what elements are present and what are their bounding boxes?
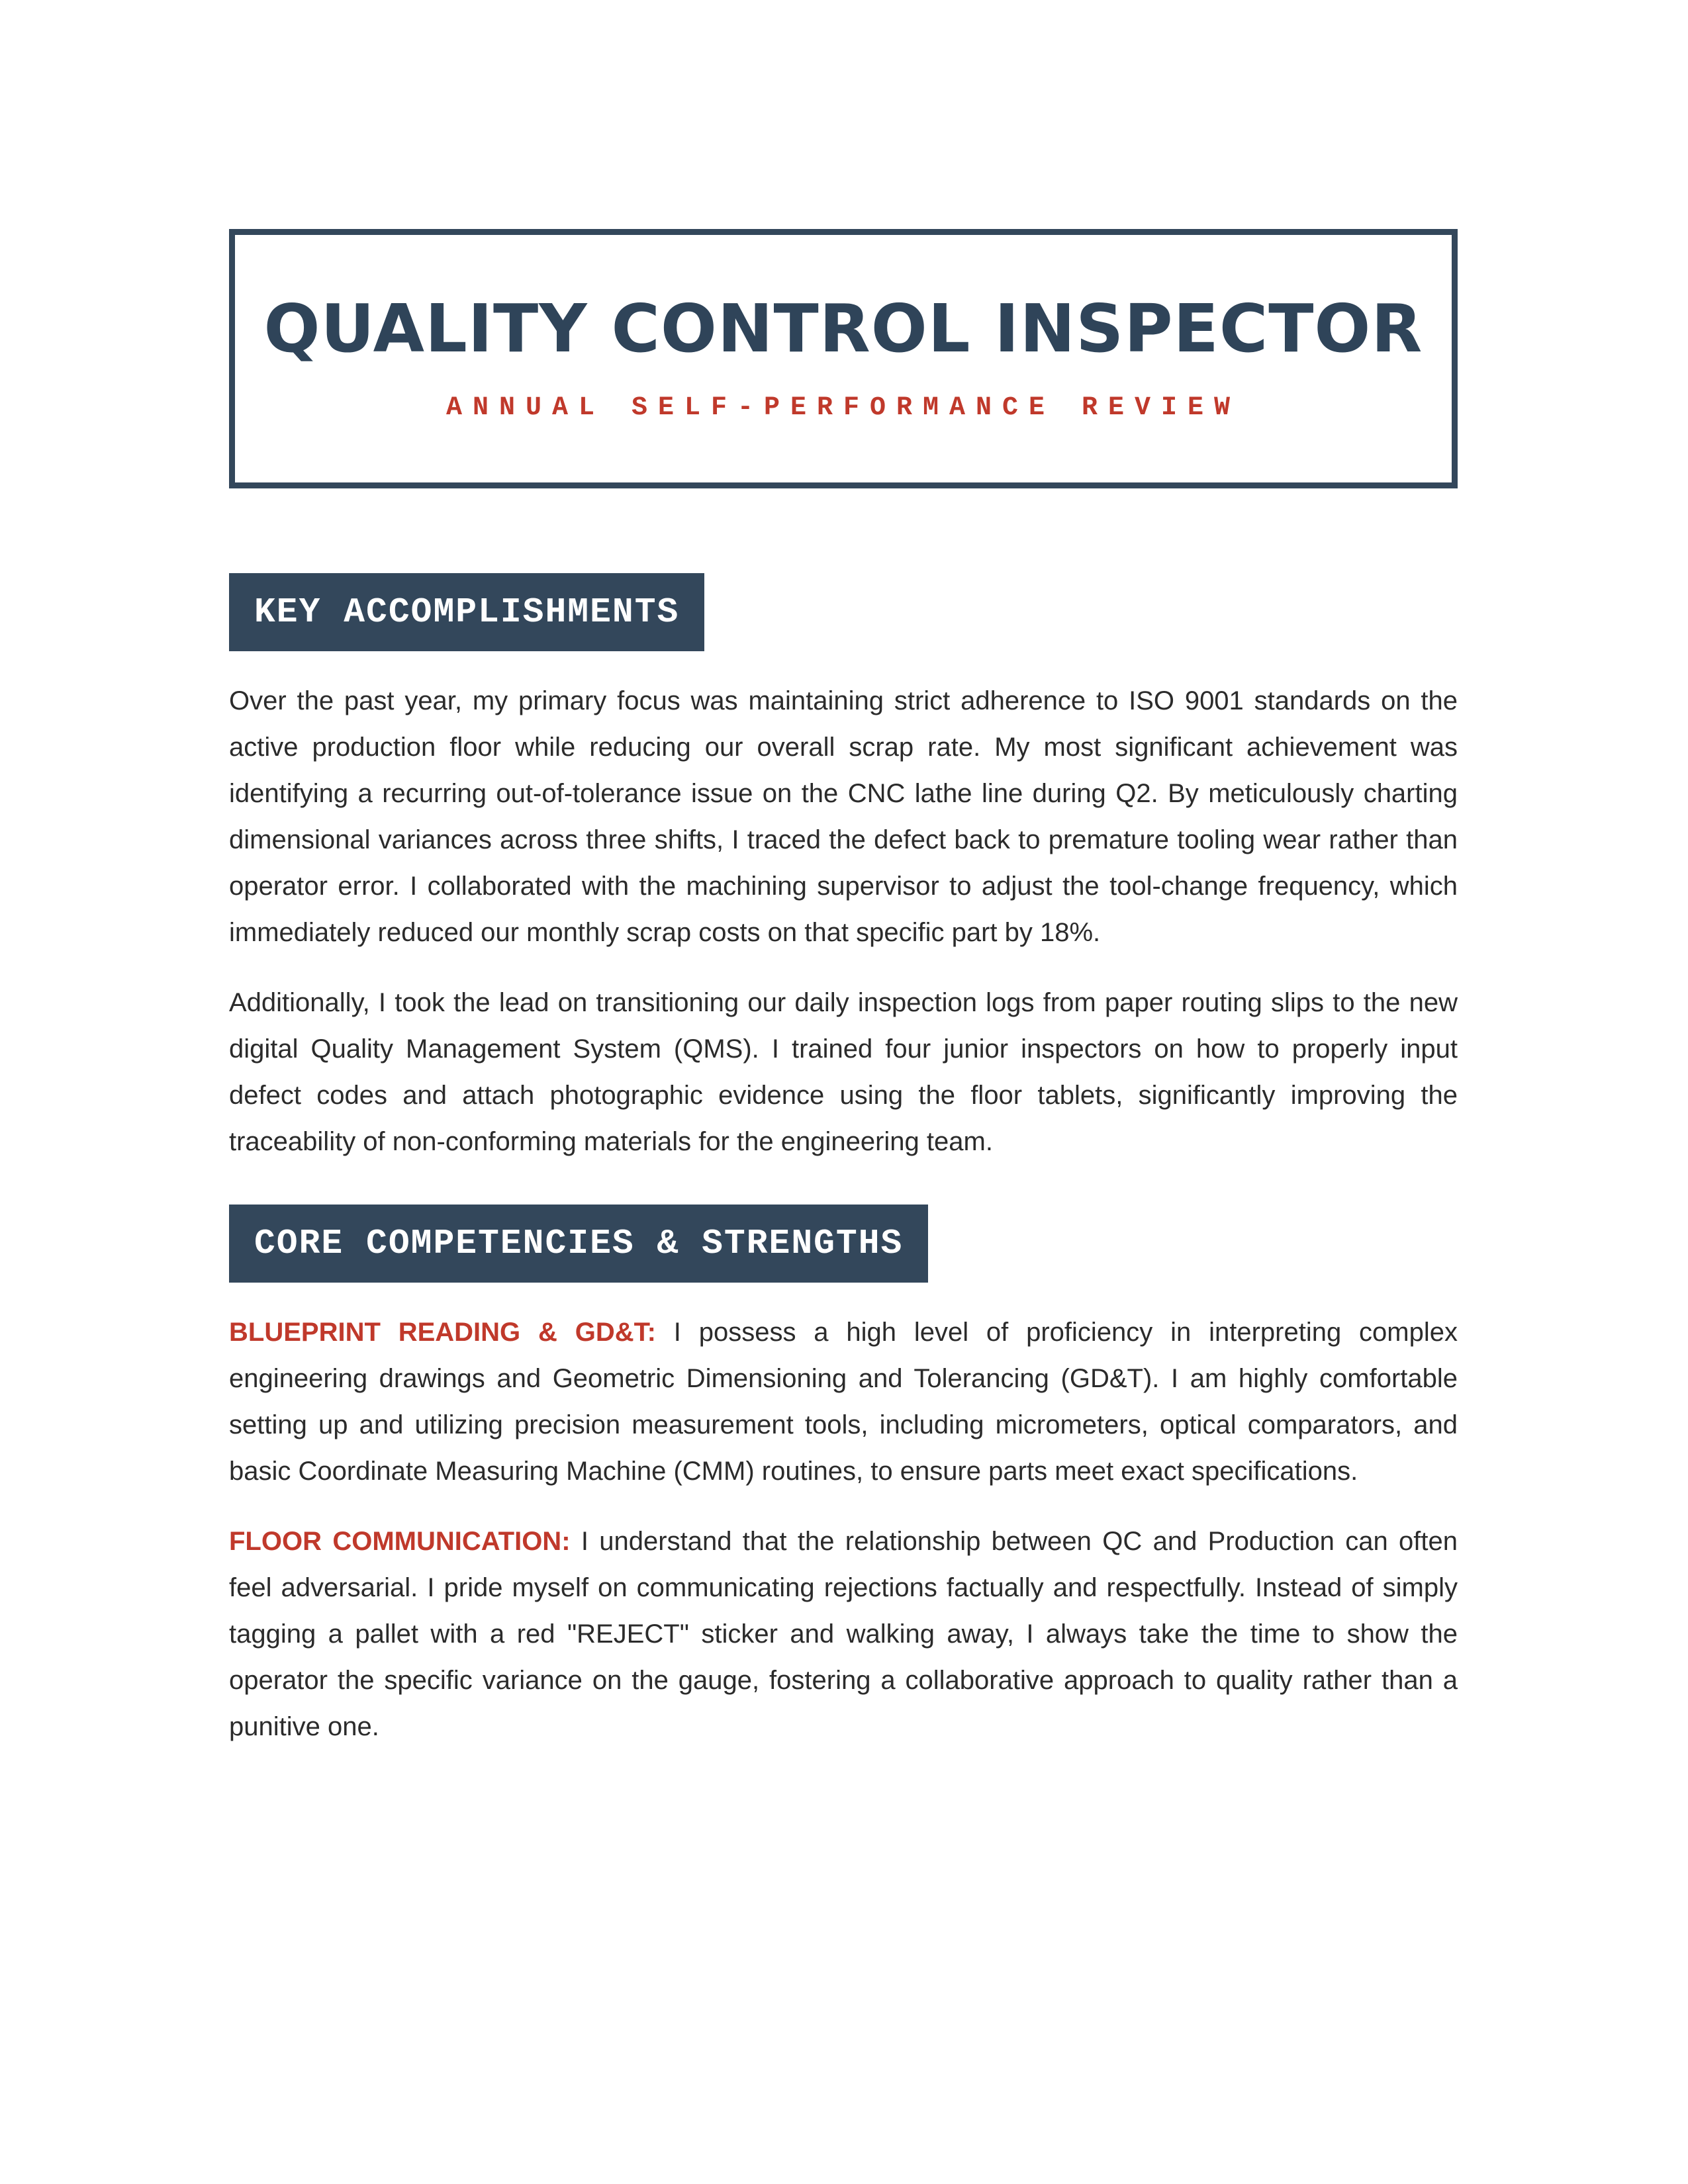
accomplishments-paragraph-2: Additionally, I took the lead on transitioning our daily inspection logs from paper routing slips to the new digital Quality Management System (QMS). I trained four junior inspectors on how to properly input defect codes and attach photographic evidence using the floor tablets, significantly improving the traceability of non-conforming materials for the engineering team. [229, 988, 1458, 1156]
page-title: QUALITY CONTROL INSPECTOR [263, 290, 1423, 367]
competency-label: FLOOR COMMUNICATION: [229, 1527, 571, 1556]
competency-floor-communication [229, 1518, 1458, 1750]
competency-text: I possess a high level of proficiency in interpreting complex engineering drawings and Geometric Dimensioning and Tolerancing (GD&T). I am highly comfortable setting up and utilizing precision measurement tools, including micrometers, optical comparators, and basic Coordinate Measuring Machine (CMM) routines, to ensure parts meet exact specifications. [229, 1318, 1458, 1486]
document-page [229, 229, 1458, 1750]
title-box [229, 229, 1458, 488]
competency-text: I understand that the relationship between QC and Production can often feel adversarial. I pride myself on communicating rejections factually and respectfully. Instead of simply tagging a pallet with a red "REJECT" sticker and walking away, I always take the time to show the operator the specific variance on the gauge, fostering a collaborative approach to quality rather than a punitive one. [229, 1527, 1458, 1741]
section-heading-accomplishments: KEY ACCOMPLISHMENTS [229, 573, 704, 651]
section-heading-competencies: CORE COMPETENCIES & STRENGTHS [229, 1205, 928, 1283]
competency-blueprint-reading [229, 1309, 1458, 1494]
competency-label: BLUEPRINT READING & GD&T: [229, 1318, 656, 1347]
accomplishments-paragraph-1: Over the past year, my primary focus was maintaining strict adherence to ISO 9001 standards on the active production floor while reducing our overall scrap rate. My most significant achievement was identifying a recurring out-of-tolerance issue on the CNC lathe line during Q2. By meticulously charting dimensional variances across three shifts, I traced the defect back to premature tooling wear rather than operator error. I collaborated with the machining supervisor to adjust the tool-change frequency, which immediately reduced our monthly scrap costs on that specific part by 18%. [229, 686, 1458, 947]
page-subtitle: ANNUAL SELF-PERFORMANCE REVIEW [445, 393, 1241, 423]
